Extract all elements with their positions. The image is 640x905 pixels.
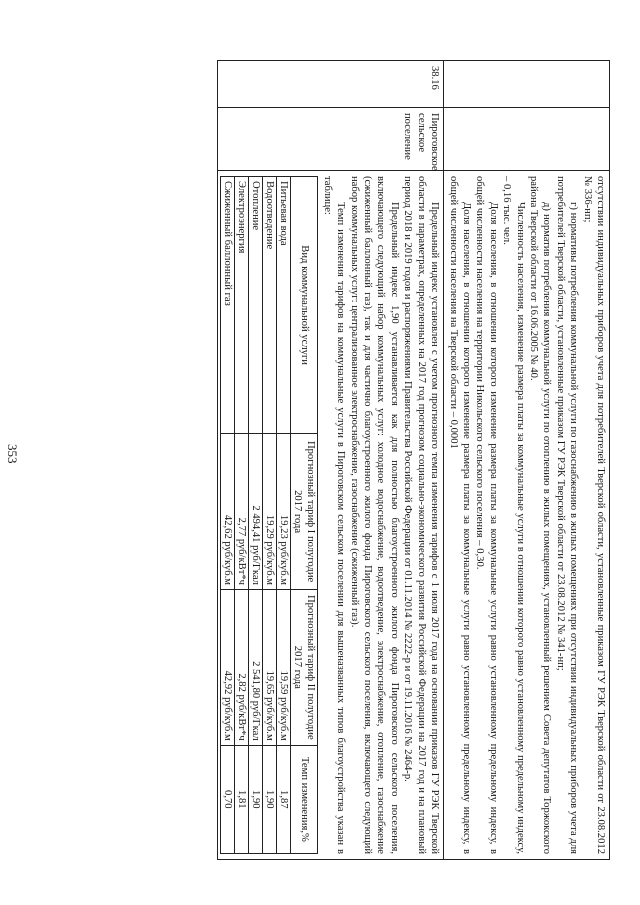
change-rate: 0,70 (221, 745, 235, 853)
settlement-cell (444, 108, 610, 171)
tariff-h2: 42,92 руб/куб.м (221, 589, 235, 745)
tariff-h1: 42,62 руб/куб.м (221, 434, 235, 590)
tariff-h1: 2,77 руб/кВт*ч (235, 434, 249, 590)
settlement-cell: Пироговское сельское поселение (218, 108, 444, 171)
page-number: 353 (5, 444, 20, 464)
header-tariff-h1: Прогнозный тариф I полугодие 2017 года (291, 434, 318, 590)
service-name: Отопление (249, 177, 263, 434)
tariff-table (220, 176, 318, 854)
paragraph: отсутствии индивидуальных приборов учета для потребителей Тверской области, установленные приказом ГУ РЭК Тверской области от 23.08.2012 № 336-нп; (581, 176, 606, 854)
service-name: Питьевая вода (277, 177, 291, 434)
paragraph: д) норматив потребления коммунальной услуги по отоплению в жилых помещениях, установленный решением Совета депутатов Торжокского района Тверской области от 16.06.2005 № 40. (527, 176, 553, 854)
table-row (218, 61, 444, 860)
paragraph: Предельный индекс 1,90 устанавливается как для полностью благоустроенного жилого фонда Пироговского сельского поселения, включающего следующий набор коммунальных услуг: холодное водоснабжение, водоотведение, электроснабжение, отопление, газоснабжение (сжиженный баллонный газ), так и для частично благоустроенного жилого фонда Пироговского сельского поселения, включающего следующий набор коммунальных услуг: централизованное электроснабжение, газоснабжение (сжиженный газ). (348, 176, 400, 854)
header-service: Вид коммунальной услуги (291, 177, 318, 434)
row-number-cell: 38.16 (218, 61, 444, 108)
tariff-h1: 19,29 руб/куб.м (263, 434, 277, 590)
header-tariff-h2: Прогнозный тариф II полугодие 2017 года (291, 589, 318, 745)
paragraph: Темп изменения тарифов на коммунальные услуги в Пироговском сельском поселении для вышеназванных типов благоустройства указан в таблице: (321, 176, 347, 854)
paragraph: Численность населения, изменение размера платы за коммунальные услуги в отношении которого равно установленному предельному индексу, – 0,16 тыс. чел. (501, 176, 526, 854)
tariff-row (277, 177, 291, 854)
tariff-header-row (291, 177, 318, 854)
tariff-h2: 2,82 руб/кВт*ч (235, 589, 249, 745)
tariff-h2: 19,65 руб/куб.м (263, 589, 277, 745)
row-number-cell (444, 61, 610, 108)
tariff-h2: 19,59 руб/куб.м (277, 589, 291, 745)
tariff-row (221, 177, 235, 854)
change-rate: 1,90 (249, 745, 263, 853)
paragraph: Доля населения, в отношении которого изменение размера платы за коммунальные услуги равно установленному предельному индексу, в общей численности населения на территории Никольского сельского поселения – 0,30. (474, 176, 499, 854)
tariff-h2: 2 541,80 руб/Гкал (249, 589, 263, 745)
tariff-row (235, 177, 249, 854)
service-name: Водоотведение (263, 177, 277, 434)
change-rate: 1,81 (235, 745, 249, 853)
paragraph: Доля населения, в отношении которого изменение размера платы за коммунальные услуги равно установленному предельному индексу, в общей численности населения на Тверской области – 0,0001 (447, 176, 472, 854)
change-rate: 1,90 (263, 745, 277, 853)
service-name: Электроэнергия (235, 177, 249, 434)
header-rate: Темп изменения,% (291, 745, 318, 853)
tariff-row (263, 177, 277, 854)
tariff-row (249, 177, 263, 854)
tariff-h1: 19,23 руб/куб.м (277, 434, 291, 590)
service-name: Сжиженный баллонный газ (221, 177, 235, 434)
paragraph: Предельный индекс установлен с учетом прогнозного темпа изменения тарифов с 1 июля 2017 года на основании приказов ГУ РЭК Тверской области в параметрах, определенных на 2017 год прогнозом социально-экономического развития Российской Федерации на 2017 год и на плановый период 2018 и 2019 годов и распоряжениями Правительства Российской Федерации от 01.11.2014 № 2222-р и от 19.11.2016 № 2464-р. (402, 176, 441, 854)
paragraph: г) нормативы потребления коммунальной услуги по газоснабжению в жилых помещениях при отсутствии индивидуальных приборов учета для потребителей Тверской области, установленные приказом ГУ РЭК Тверской области от 23.08.2012 № 341-нп; (554, 176, 580, 854)
document-sheet (50, 60, 610, 860)
table-row (444, 61, 610, 860)
tariff-h1: 2 494,41 руб/Гкал (249, 434, 263, 590)
description-cell (444, 171, 610, 860)
description-cell (218, 171, 444, 860)
settlements-table (217, 60, 610, 860)
change-rate: 1,87 (277, 745, 291, 853)
